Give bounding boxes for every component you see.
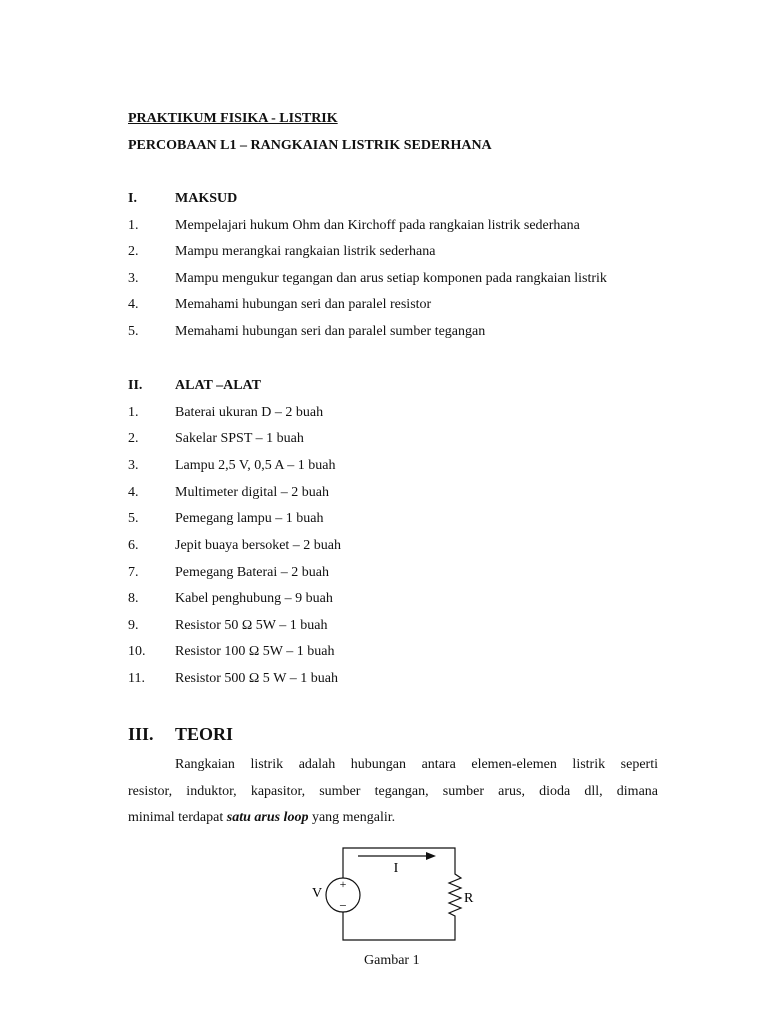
list-item-text: Lampu 2,5 V, 0,5 A – 1 buah bbox=[175, 458, 336, 473]
list-item-text: Mampu mengukur tegangan dan arus setiap komponen pada rangkaian listrik bbox=[175, 271, 607, 286]
list-item-number: 6. bbox=[128, 538, 139, 553]
resistor-icon bbox=[449, 870, 461, 920]
document-subtitle: PERCOBAAN L1 – RANGKAIAN LISTRIK SEDERHANA bbox=[128, 138, 492, 153]
list-item-number: 2. bbox=[128, 431, 139, 446]
list-item-number: 4. bbox=[128, 485, 139, 500]
list-item-text: Resistor 100 Ω 5W – 1 buah bbox=[175, 644, 335, 659]
list-item-number: 9. bbox=[128, 618, 139, 633]
list-item-text: Pemegang Baterai – 2 buah bbox=[175, 565, 329, 580]
list-item-number: 11. bbox=[128, 671, 145, 686]
circuit-wire-top bbox=[343, 848, 455, 878]
resistor-label: R bbox=[464, 891, 474, 906]
list-item-number: 8. bbox=[128, 591, 139, 606]
section-3-number: III. bbox=[128, 724, 154, 744]
list-item-number: 3. bbox=[128, 271, 139, 286]
list-item-text: Memahami hubungan seri dan paralel sumber tegangan bbox=[175, 324, 486, 339]
theory-text: minimal terdapat bbox=[128, 810, 227, 825]
current-label: I bbox=[393, 861, 399, 876]
voltage-label: V bbox=[312, 886, 323, 901]
circuit-wire-bottom bbox=[343, 912, 455, 940]
circuit-diagram bbox=[300, 840, 490, 950]
list-item-number: 5. bbox=[128, 511, 139, 526]
document-title: PRAKTIKUM FISIKA - LISTRIK bbox=[128, 111, 338, 126]
list-item-text: Jepit buaya bersoket – 2 buah bbox=[175, 538, 342, 553]
theory-text: yang mengalir. bbox=[308, 810, 396, 825]
list-item-text: Mampu merangkai rangkaian listrik sederhana bbox=[175, 244, 436, 259]
list-item-number: 3. bbox=[128, 458, 139, 473]
section-3-heading: TEORI bbox=[175, 724, 234, 744]
section-1-heading: MAKSUD bbox=[175, 191, 238, 206]
emphasis-text: satu arus loop bbox=[226, 810, 309, 825]
list-item-number: 2. bbox=[128, 244, 139, 259]
list-item-number: 5. bbox=[128, 324, 139, 339]
list-item-text: Sakelar SPST – 1 buah bbox=[175, 431, 304, 446]
list-item-text: Mempelajari hukum Ohm dan Kirchoff pada rangkaian listrik sederhana bbox=[175, 218, 580, 233]
theory-paragraph-line-2: resistor, induktor, kapasitor, sumber tegangan, sumber arus, dioda dll, dimana bbox=[128, 784, 658, 799]
section-1-number: I. bbox=[128, 191, 137, 206]
list-item-number: 1. bbox=[128, 218, 139, 233]
current-arrow-head bbox=[426, 852, 436, 860]
list-item-number: 4. bbox=[128, 297, 139, 312]
list-item-text: Resistor 50 Ω 5W – 1 buah bbox=[175, 618, 328, 633]
figure-caption: Gambar 1 bbox=[364, 953, 420, 968]
list-item-number: 1. bbox=[128, 405, 139, 420]
minus-sign: − bbox=[339, 898, 347, 913]
plus-sign: + bbox=[339, 877, 347, 891]
theory-paragraph-line-3 bbox=[128, 809, 658, 827]
section-2-heading: ALAT –ALAT bbox=[175, 378, 261, 393]
list-item-text: Baterai ukuran D – 2 buah bbox=[175, 405, 324, 420]
list-item-text: Multimeter digital – 2 buah bbox=[175, 485, 329, 500]
list-item-text: Pemegang lampu – 1 buah bbox=[175, 511, 324, 526]
section-2-number: II. bbox=[128, 378, 143, 393]
theory-paragraph-line-1: Rangkaian listrik adalah hubungan antara elemen-elemen listrik seperti bbox=[175, 757, 658, 772]
list-item-number: 7. bbox=[128, 565, 139, 580]
list-item-number: 10. bbox=[128, 644, 146, 659]
list-item-text: Kabel penghubung – 9 buah bbox=[175, 591, 333, 606]
list-item-text: Memahami hubungan seri dan paralel resistor bbox=[175, 297, 432, 312]
list-item-text: Resistor 500 Ω 5 W – 1 buah bbox=[175, 671, 338, 686]
